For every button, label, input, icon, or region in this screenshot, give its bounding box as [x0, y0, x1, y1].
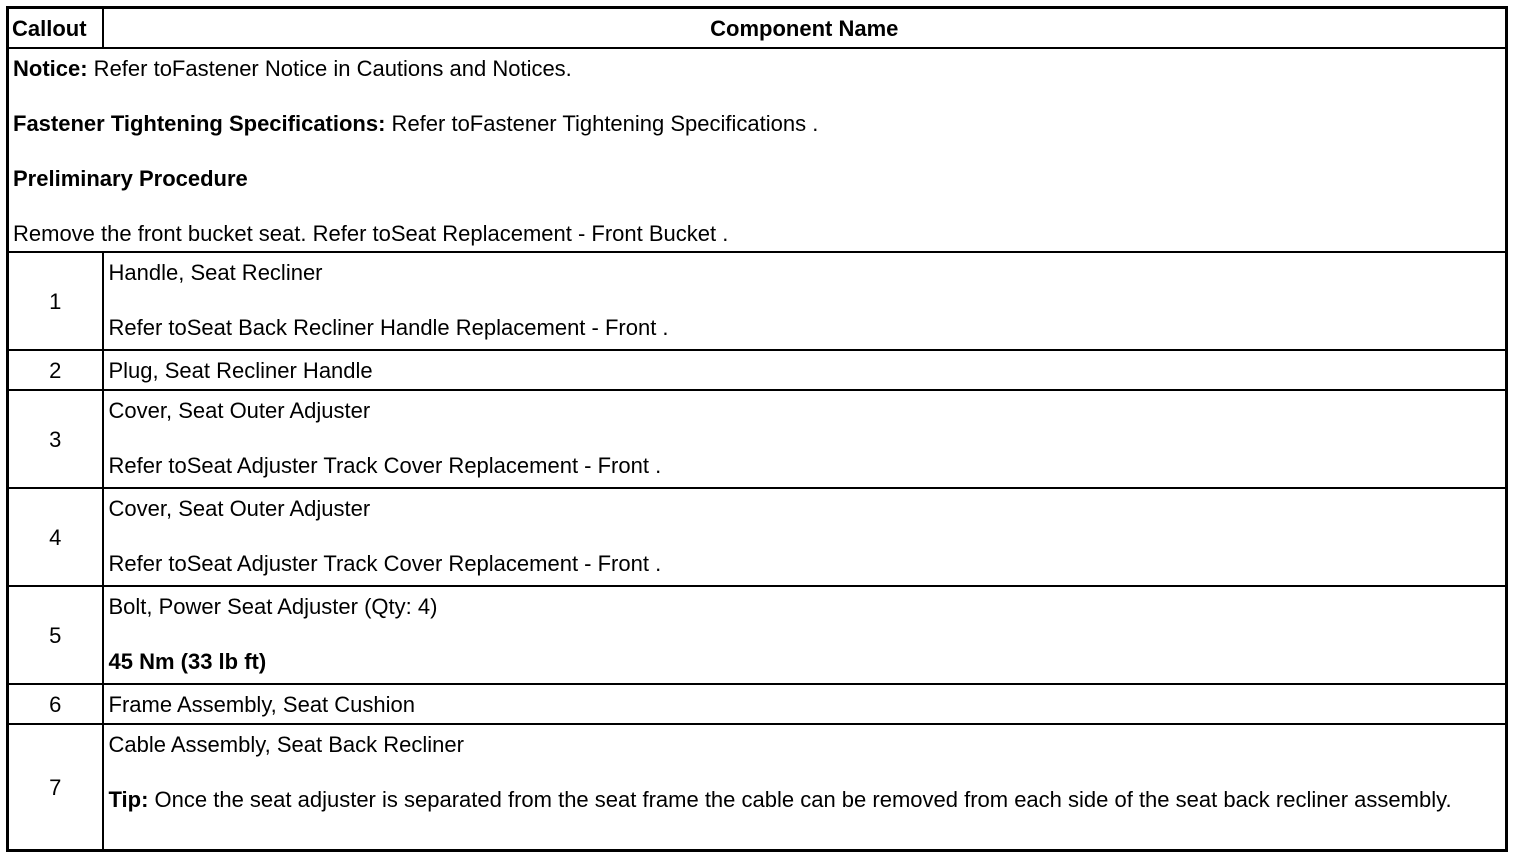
- callout-column-header: Callout: [8, 8, 103, 49]
- component-name: Bolt, Power Seat Adjuster (Qty: 4): [108, 594, 438, 619]
- component-name: Cable Assembly, Seat Back Recliner: [108, 732, 464, 757]
- component-name: Frame Assembly, Seat Cushion: [103, 684, 1507, 724]
- notice-text: Refer toFastener Notice in Cautions and Notices.: [87, 56, 572, 81]
- components-table: [6, 6, 1508, 852]
- table-row: [8, 586, 1507, 684]
- component-reference: Refer toSeat Adjuster Track Cover Replacement - Front .: [108, 551, 662, 576]
- tip-body: Once the seat adjuster is separated from the seat frame the cable can be removed from each side of the seat back recliner assembly.: [148, 787, 1452, 812]
- notice-line: [13, 55, 1501, 82]
- table-row: [8, 390, 1507, 488]
- component-cell: [103, 390, 1507, 488]
- header-row: [8, 8, 1507, 49]
- callout-number: 6: [8, 684, 103, 724]
- table-row: [8, 350, 1507, 390]
- component-name-column-header: Component Name: [103, 8, 1507, 49]
- tip-label: Tip:: [108, 787, 149, 812]
- intro-cell: [8, 48, 1507, 252]
- component-reference: Refer toSeat Back Recliner Handle Replacement - Front .: [108, 315, 669, 340]
- notice-label: Notice:: [13, 56, 88, 81]
- callout-number: 4: [8, 488, 103, 586]
- fastener-spec-label: Fastener Tightening Specifications:: [13, 111, 386, 136]
- preliminary-procedure-text: Remove the front bucket seat. Refer toSeat Replacement - Front Bucket .: [13, 221, 729, 246]
- component-name: Cover, Seat Outer Adjuster: [108, 496, 371, 521]
- component-reference: Refer toSeat Adjuster Track Cover Replacement - Front .: [108, 453, 662, 478]
- torque-spec: 45 Nm (33 lb ft): [108, 649, 267, 674]
- component-cell: [103, 252, 1507, 350]
- fastener-spec-line: [13, 110, 1501, 137]
- component-name: Cover, Seat Outer Adjuster: [108, 398, 371, 423]
- table-row: [8, 724, 1507, 851]
- component-cell: [103, 586, 1507, 684]
- table-row: [8, 252, 1507, 350]
- component-name: Handle, Seat Recliner: [108, 260, 323, 285]
- component-cell: [103, 488, 1507, 586]
- table-row: [8, 488, 1507, 586]
- callout-number: 1: [8, 252, 103, 350]
- tip-text: [109, 786, 1501, 813]
- fastener-spec-text: Refer toFastener Tightening Specifications .: [385, 111, 819, 136]
- callout-number: 2: [8, 350, 103, 390]
- component-cell: [103, 724, 1507, 851]
- callout-number: 5: [8, 586, 103, 684]
- preliminary-procedure-heading: Preliminary Procedure: [13, 166, 248, 191]
- callout-number: 7: [8, 724, 103, 851]
- table-row: [8, 684, 1507, 724]
- intro-row: [8, 48, 1507, 252]
- callout-number: 3: [8, 390, 103, 488]
- component-name: Plug, Seat Recliner Handle: [103, 350, 1507, 390]
